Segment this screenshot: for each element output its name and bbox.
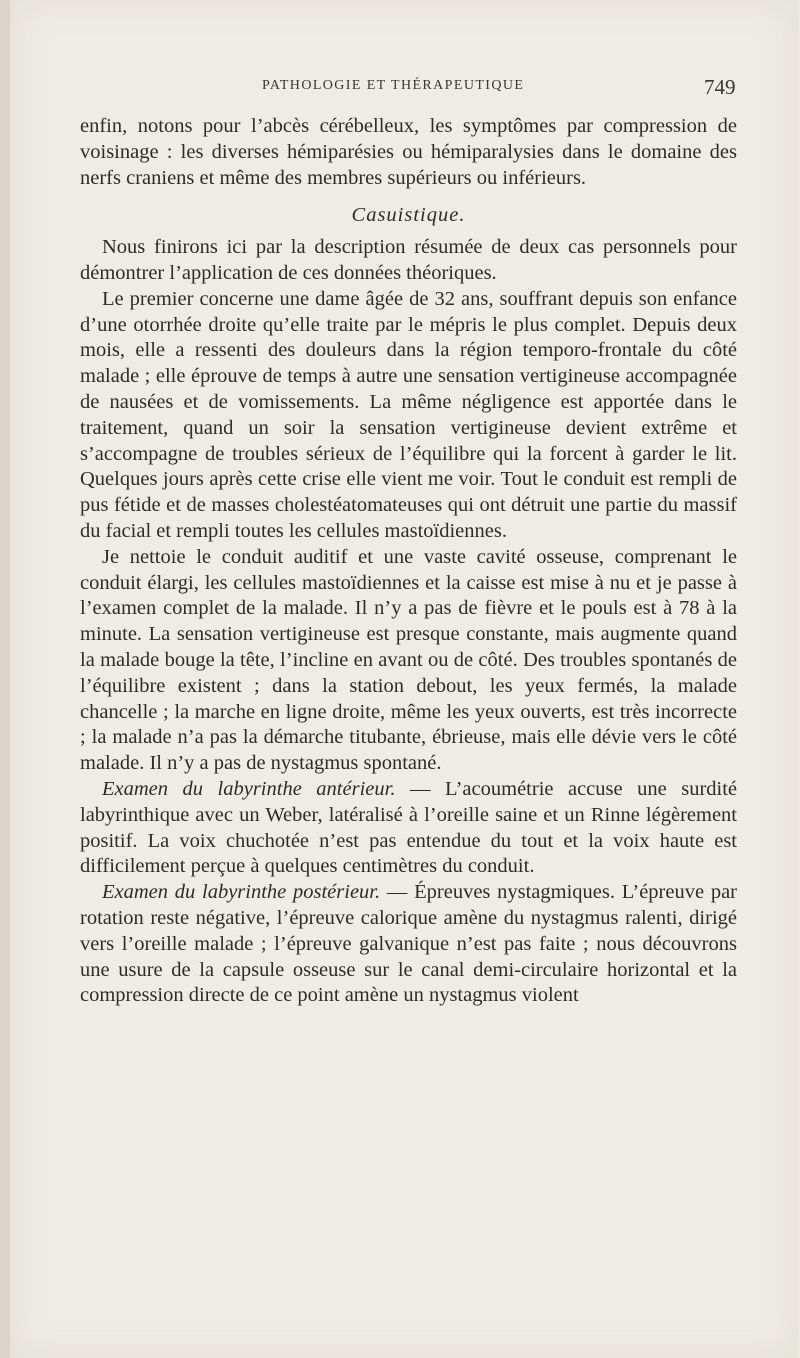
paragraph-intro: Nous finirons ici par la description résumée de deux cas personnels pour démontrer l’application de ces données théoriques. [80,236,737,284]
paragraph-case-one: Le premier concerne une dame âgée de 32 ans, souffrant depuis son enfance d’une otorrhée droite qu’elle traite par le mépris le plus complet. Depuis deux mois, elle a ressenti des douleurs dans la région temporo-frontale du côté malade ; elle éprouve de temps à autre une sensation vertigineuse accompagnée de nausées et de vomissements. La même négligence est apportée dans le traitement, quand un soir la sensation vertigineuse devient extrême et s’accompagne de troubles sérieux de l’équilibre qui la forcent à garder le lit. Quelques jours après cette crise elle vient me voir. Tout le conduit est rempli de pus fétide et de masses cholestéatomateuses qui ont détruit une partie du massif du facial et rempli toutes les cellules mastoïdiennes. [80,287,737,542]
paragraph-posterior-labyrinth [80,880,737,1009]
page-edge [0,0,10,1358]
paragraph-examination: Je nettoie le conduit auditif et une vaste cavité osseuse, comprenant le conduit élargi, les cellules mastoïdiennes et la caisse est mise à nu et je passe à l’examen complet de la malade. Il n’y a pas de fièvre et le pouls est à 78 à la minute. La sensation vertigineuse est presque constante, mais augmente quand la malade bouge la tête, l’incline en avant ou de côté. Des troubles spontanés de l’équilibre existent ; dans la station debout, les yeux fermés, la malade chancelle ; la marche en ligne droite, même les yeux ouverts, est très incorrecte ; la malade n’a pas la démarche titubante, ébrieuse, mais elle dévie vers le côté malade. Il n’y a pas de nystagmus spontané. [80,545,737,775]
paragraph-continuation: enfin, notons pour l’abcès cérébelleux, les symptômes par compression de voisinage : les diverses hémiparésies ou hémiparalysies dans le domaine des nerfs craniens et même des membres supérieurs ou inférieurs. [80,115,737,189]
anterior-labyrinth-text: — L’acoumétrie accuse une surdité labyrinthique avec un Weber, latéralisé à l’oreille saine et un Rinne légèrement positif. La voix chuchotée n’est pas entendue du tout et la voix haute est difficilement perçue à quelques centimètres du conduit. [80,777,738,878]
posterior-labyrinth-text: — Épreuves nystagmiques. L’épreuve par rotation reste négative, l’épreuve calorique amène du nystagmus ralenti, dirigé vers l’oreille malade ; l’épreuve galvanique n’est pas faite ; nous découvrons une usure de la capsule osseuse sur le canal demi-circulaire horizontal et la compression directe de ce point amène un nystagmus violent [80,881,737,1007]
body-text [80,114,737,1009]
posterior-labyrinth-label: Examen du labyrinthe postérieur. [102,881,381,904]
section-heading: Casuistique. [351,204,466,227]
paragraph-anterior-labyrinth [80,777,737,880]
page-number: 749 [704,75,736,99]
running-head-title: PATHOLOGIE ET THÉRAPEUTIQUE [262,78,525,93]
running-header [0,75,800,99]
anterior-labyrinth-label: Examen du labyrinthe antérieur. [102,777,396,800]
